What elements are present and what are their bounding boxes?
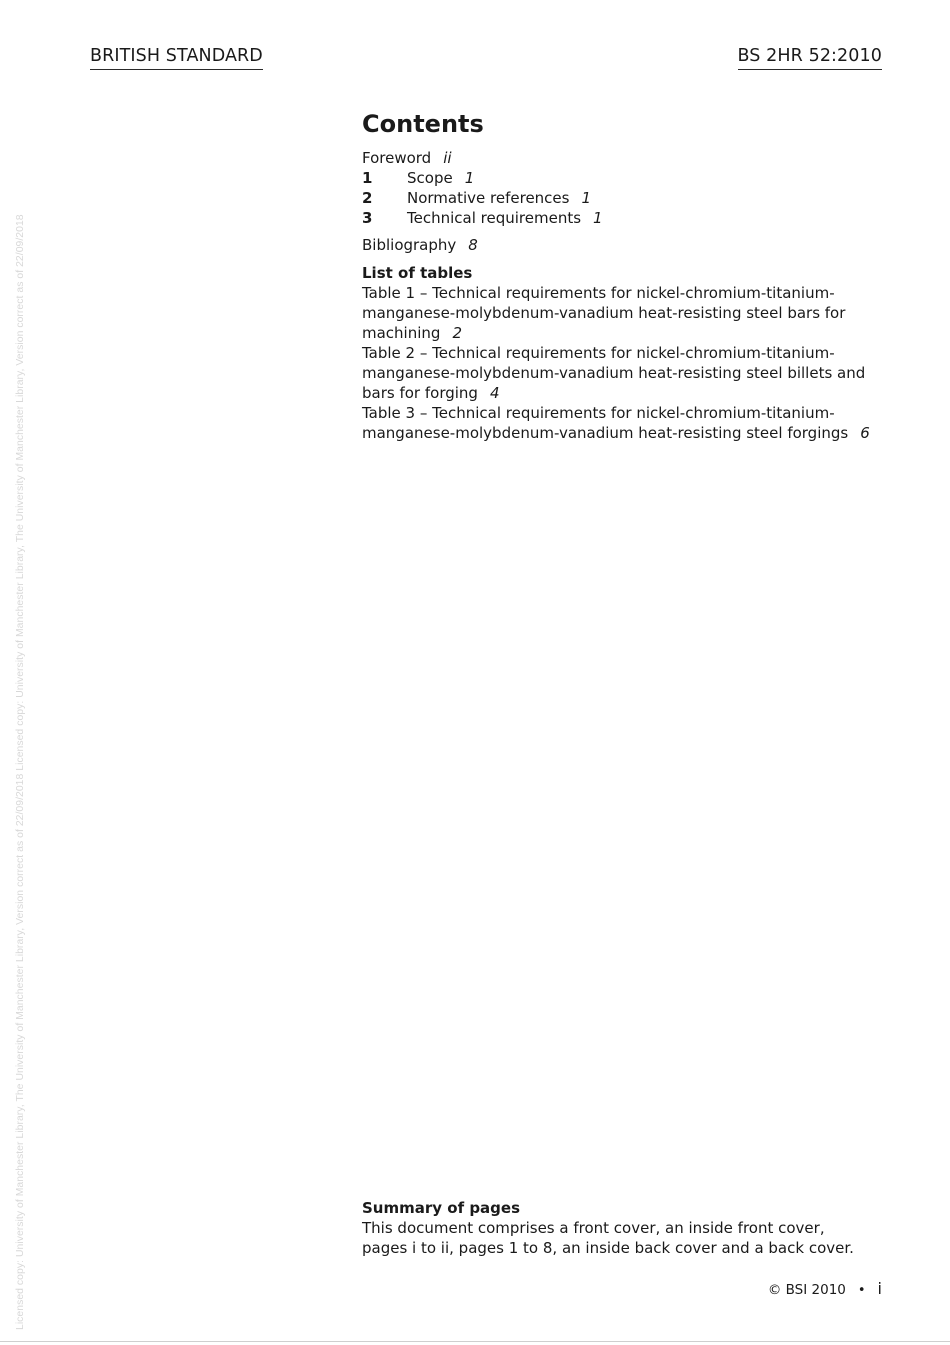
header-standard-number: BS 2HR 52:2010 (738, 46, 883, 70)
toc-entry-bibliography[interactable] (362, 235, 882, 255)
page-edge-divider (0, 1341, 950, 1342)
toc-label: Foreword (362, 149, 432, 167)
table-entry-line: bars for forging (362, 384, 478, 402)
toc-entry-technical-requirements[interactable] (362, 208, 882, 228)
toc-page-number: 1 (581, 189, 592, 207)
license-watermark: Licensed copy: University of Manchester Library, The University of Manchester Library, Version correct as of 22/09/2018 Licensed copy: University of Manchester Library, The University of Manchester Library, Version correct as of 22/09/2018 (15, 214, 26, 1330)
table-entry-2[interactable] (362, 343, 882, 403)
clause-number: 2 (362, 189, 373, 207)
table-entry-3[interactable] (362, 403, 882, 443)
footer-bullet: • (857, 1283, 866, 1298)
toc-page-number: 8 (468, 236, 478, 254)
table-page-number: 4 (489, 384, 500, 402)
table-entry-line: Table 2 – Technical requirements for nickel-chromium-titanium- (362, 344, 835, 362)
table-page-number: 6 (860, 424, 870, 442)
toc-label: Bibliography (362, 236, 457, 254)
summary-line: pages i to ii, pages 1 to 8, an inside back cover and a back cover. (362, 1239, 854, 1257)
toc-entry-foreword[interactable] (362, 148, 882, 168)
toc-page-number: ii (443, 149, 452, 167)
clause-number: 1 (362, 169, 373, 187)
toc-label: Scope (407, 169, 453, 187)
summary-of-pages (362, 1198, 882, 1258)
table-entry-line: manganese-molybdenum-vanadium heat-resisting steel billets and (362, 364, 866, 382)
toc-label: Technical requirements (407, 209, 582, 227)
table-entry-line: machining (362, 324, 441, 342)
summary-title: Summary of pages (362, 1199, 521, 1217)
toc-entry-scope[interactable] (362, 168, 882, 188)
contents-title: Contents (362, 110, 484, 138)
table-entry-line: Table 1 – Technical requirements for nickel-chromium-titanium- (362, 284, 835, 302)
page-number: i (877, 1279, 882, 1298)
table-entry-line: manganese-molybdenum-vanadium heat-resisting steel forgings (362, 424, 849, 442)
contents-section (362, 108, 882, 443)
copyright-notice: © BSI 2010 (767, 1282, 846, 1298)
table-page-number: 2 (452, 324, 462, 342)
toc-entry-normative-references[interactable] (362, 188, 882, 208)
toc-page-number: 1 (593, 209, 603, 227)
list-of-tables-title: List of tables (362, 264, 473, 282)
toc-page-number: 1 (464, 169, 475, 187)
table-entry-1[interactable] (362, 283, 882, 343)
header-standard-type: BRITISH STANDARD (90, 46, 263, 70)
page-footer (768, 1279, 882, 1301)
table-entry-line: manganese-molybdenum-vanadium heat-resisting steel bars for (362, 304, 846, 322)
table-entry-line: Table 3 – Technical requirements for nickel-chromium-titanium- (362, 404, 835, 422)
summary-line: This document comprises a front cover, an inside front cover, (362, 1219, 825, 1237)
clause-number: 3 (362, 209, 373, 227)
toc-label: Normative references (407, 189, 570, 207)
